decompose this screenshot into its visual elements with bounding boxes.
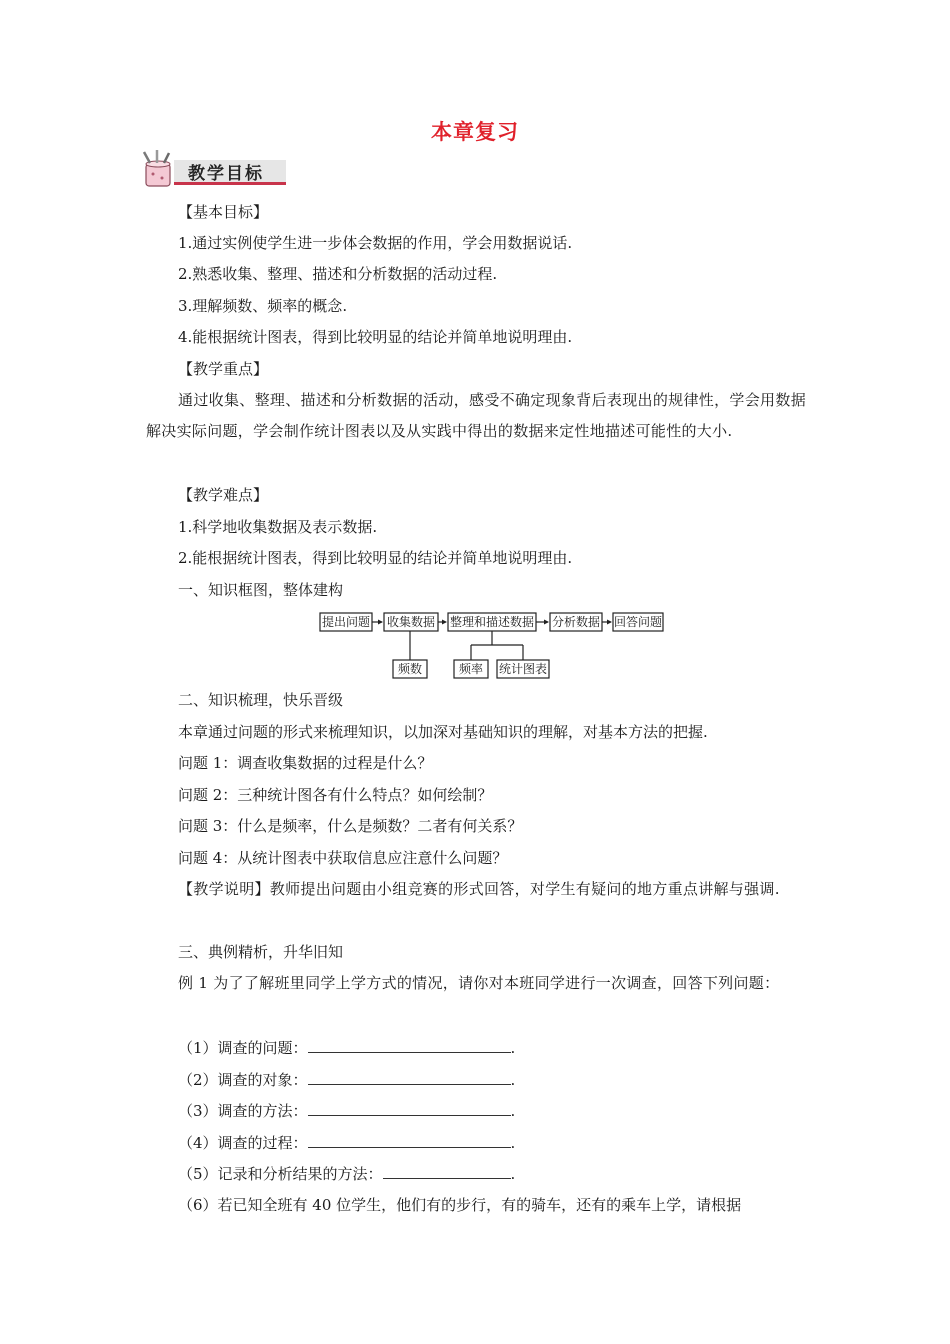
question-item: 问题 2：三种统计图各有什么特点？如何绘制？ [178,786,493,804]
key-point-paragraph: 通过收集、整理、描述和分析数据的活动，感受不确定现象背后表现出的规律性，学会用数据解决实际问题，学会制作统计图表以及从实践中得出的数据来定性地描述可能性的大小. [146,391,806,440]
answer-blank[interactable] [308,1069,511,1085]
flow-box [613,613,663,631]
part2-heading: 二、知识梳理，快乐晋级 [178,691,344,709]
heading-basic-goal: 【基本目标】 [178,203,269,221]
flow-step-label: 整理和描述数据 [449,615,535,629]
goal-item: 3.理解频数、频率的概念. [178,297,348,315]
flow-sub-label: 统计图表 [498,662,548,676]
flow-box [550,613,602,631]
heading-key-point: 【教学重点】 [178,360,269,378]
sub-item-6: （6）若已知全班有 40 位学生，他们有的步行，有的骑车，还有的乘车上学，请根据 [178,1196,742,1214]
difficulty-item: 1.科学地收集数据及表示数据. [178,518,378,536]
sub-item-4: （4）调查的过程： . [178,1134,516,1152]
goal-item: 2.熟悉收集、整理、描述和分析数据的活动过程. [178,265,498,283]
sub-item-2: （2）调查的对象： . [178,1071,516,1089]
flow-box [448,613,536,631]
question-item: 问题 3：什么是频率，什么是频数？二者有何关系？ [178,817,523,835]
question-item: 问题 1：调查收集数据的过程是什么？ [178,754,433,772]
part2-intro: 本章通过问题的形式来梳理知识，以加深对基础知识的理解，对基本方法的把握. [178,723,708,741]
difficulty-item: 2.能根据统计图表，得到比较明显的结论并简单地说明理由. [178,549,573,567]
answer-blank[interactable] [383,1163,511,1179]
goal-item: 1.通过实例使学生进一步体会数据的作用，学会用数据说话. [178,234,573,252]
flow-box [497,660,549,678]
flow-box [393,660,427,678]
answer-blank[interactable] [308,1037,511,1053]
answer-blank[interactable] [308,1132,511,1148]
page-title: 本章复习 [431,120,519,144]
flow-box [384,613,438,631]
goal-item: 4.能根据统计图表，得到比较明显的结论并简单地说明理由. [178,328,573,346]
sub-item-3: （3）调查的方法： . [178,1102,516,1120]
sub-item-5: （5）记录和分析结果的方法： . [178,1165,516,1183]
teaching-note: 【教学说明】教师提出问题由小组竞赛的形式回答，对学生有疑问的地方重点讲解与强调. [178,880,780,898]
flow-box [454,660,488,678]
flow-step-label: 提出问题 [321,615,371,629]
section-banner [140,150,290,190]
part3-heading: 三、典例精析，升华旧知 [178,943,344,961]
question-item: 问题 4：从统计图表中获取信息应注意什么问题？ [178,849,508,867]
flow-step-label: 收集数据 [386,615,436,629]
flow-step-label: 分析数据 [551,615,601,629]
heading-difficulty: 【教学难点】 [178,486,269,504]
part1-heading: 一、知识框图，整体建构 [178,581,344,599]
banner-label: 教学目标 [188,164,264,184]
sub-item-1: （1）调查的问题： . [178,1039,516,1057]
example-1: 例 1 为了了解班里同学上学方式的情况，请你对本班同学进行一次调查，回答下列问题： [178,974,780,992]
flow-box [320,613,372,631]
flow-step-label: 回答问题 [613,615,663,629]
flow-sub-label: 频数 [397,662,423,676]
flow-sub-label: 频率 [458,662,484,676]
answer-blank[interactable] [308,1100,511,1116]
